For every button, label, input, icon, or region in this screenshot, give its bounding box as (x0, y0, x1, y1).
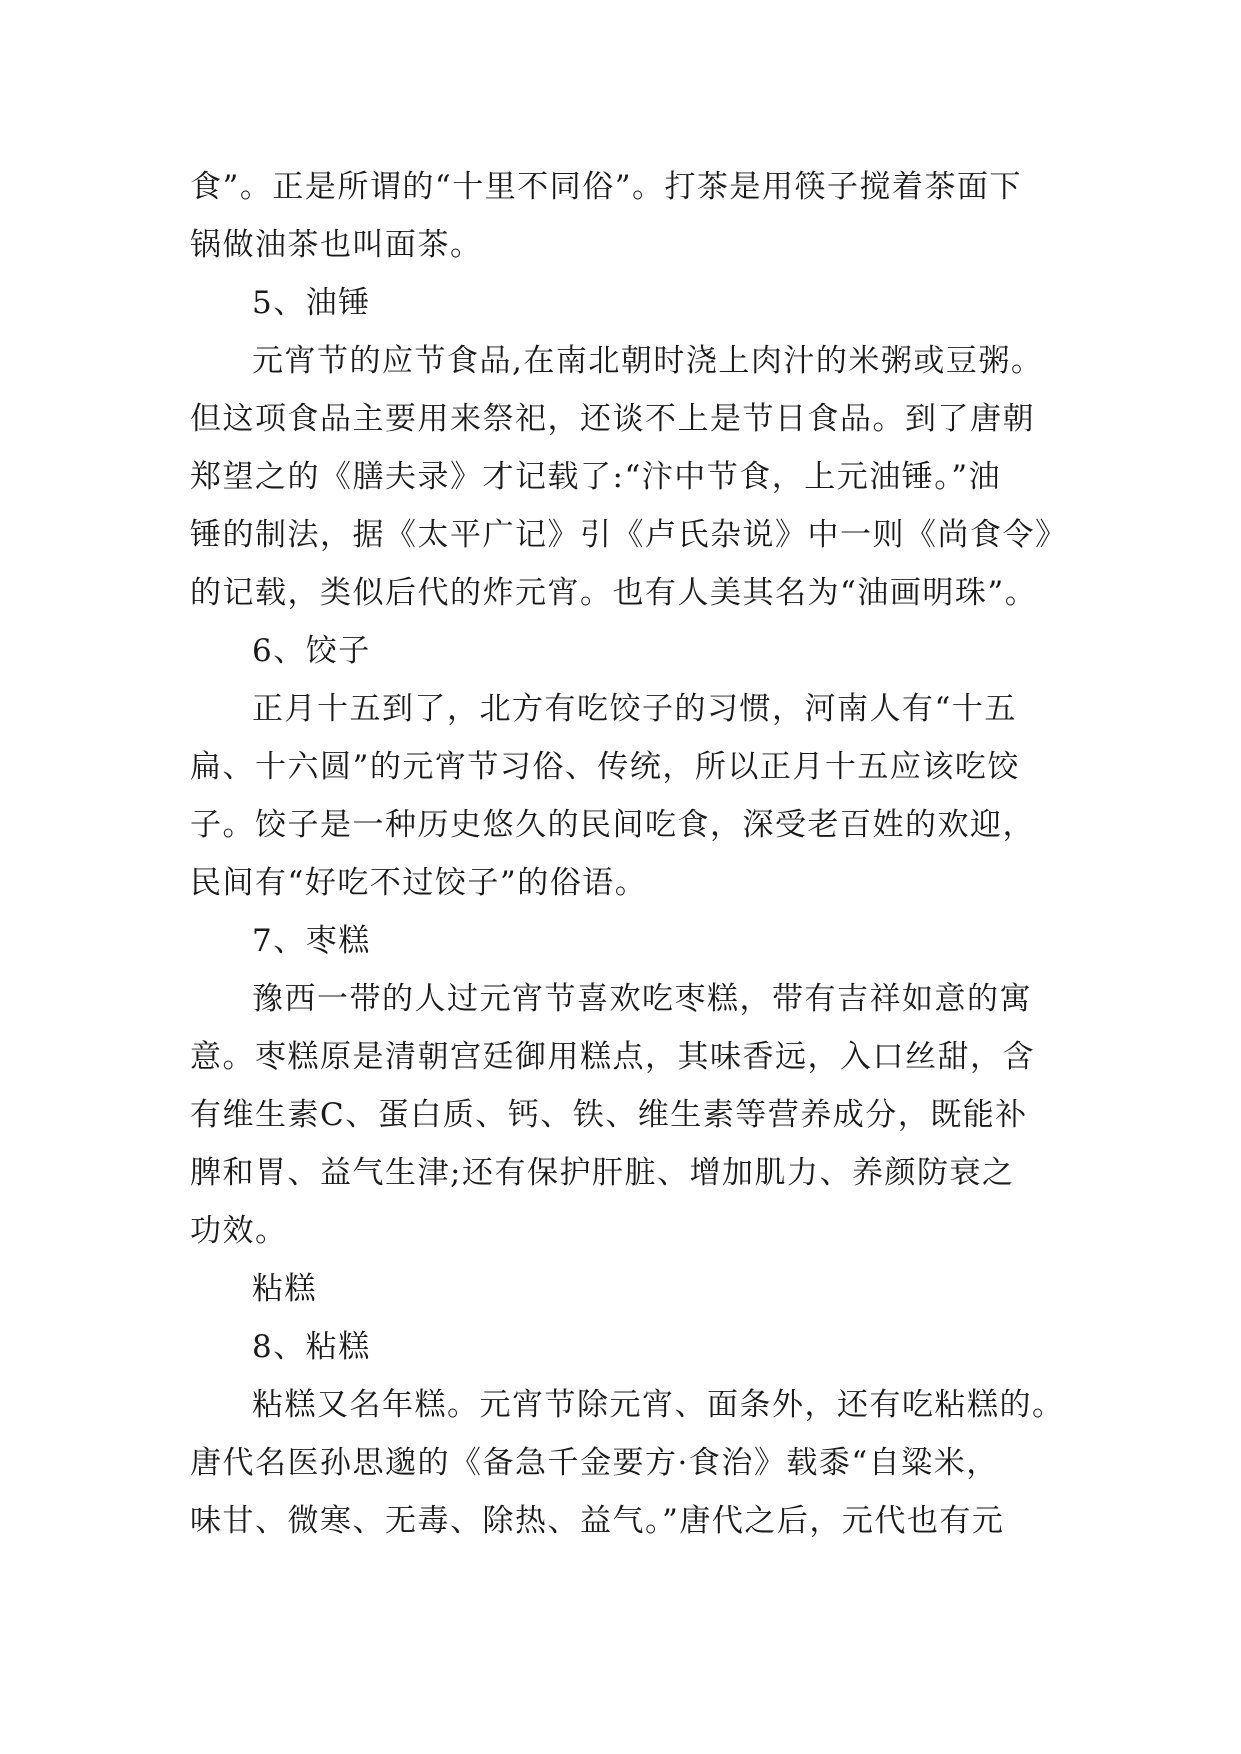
text-line: 唐代名医孙思邈的《备急千金要方·食治》载黍“自粱米， (190, 1445, 999, 1481)
text-line: 民间有“好吃不过饺子”的俗语。 (190, 865, 648, 901)
text-line: 8、粘糕 (252, 1329, 371, 1365)
text-line: 的记载，类似后代的炸元宵。也有人美其名为“油画明珠”。 (190, 575, 1038, 611)
text-line: 扁、十六圆”的元宵节习俗、传统，所以正月十五应该吃饺 (190, 749, 1020, 785)
text-line: 意。枣糕原是清朝宫廷御用糕点，其味香远，入口丝甜，含 (190, 1039, 1035, 1075)
text-line: 郑望之的《膳夫录》才记载了:“汴中节食，上元油锤。”油 (190, 459, 1002, 495)
text-line: 7、枣糕 (252, 923, 371, 959)
text-line: 锤的制法，据《太平广记》引《卢氏杂说》中一则《尚食令》 (190, 517, 1068, 553)
text-line: 子。饺子是一种历史悠久的民间吃食，深受老百姓的欢迎， (190, 807, 1035, 843)
document-body (190, 158, 1068, 1550)
text-line: 功效。 (190, 1213, 288, 1249)
text-line: 脾和胃、益气生津;还有保护肝脏、增加肌力、养颜防衰之 (190, 1155, 1015, 1191)
text-line: 锅做油茶也叫面茶。 (190, 227, 483, 263)
text-line: 豫西一带的人过元宵节喜欢吃枣糕，带有吉祥如意的寓 (252, 981, 1032, 1017)
text-line: 5、油锤 (252, 285, 371, 321)
text-line: 但这项食品主要用来祭祀，还谈不上是节日食品。到了唐朝 (190, 401, 1035, 437)
text-line: 6、饺子 (252, 633, 371, 669)
text-line: 食”。正是所谓的“十里不同俗”。打茶是用筷子搅着茶面下 (190, 169, 1023, 205)
text-line: 味甘、微寒、无毒、除热、益气。”唐代之后，元代也有元 (190, 1503, 1005, 1539)
text-line: 元宵节的应节食品,在南北朝时浇上肉汁的米粥或豆粥。 (252, 343, 1044, 379)
text-line: 粘糕 (252, 1271, 317, 1307)
text-line: 正月十五到了，北方有吃饺子的习惯，河南人有“十五 (252, 691, 1017, 727)
text-line: 有维生素C、蛋白质、钙、铁、维生素等营养成分，既能补 (190, 1097, 1028, 1133)
text-line: 粘糕又名年糕。元宵节除元宵、面条外，还有吃粘糕的。 (252, 1387, 1065, 1423)
